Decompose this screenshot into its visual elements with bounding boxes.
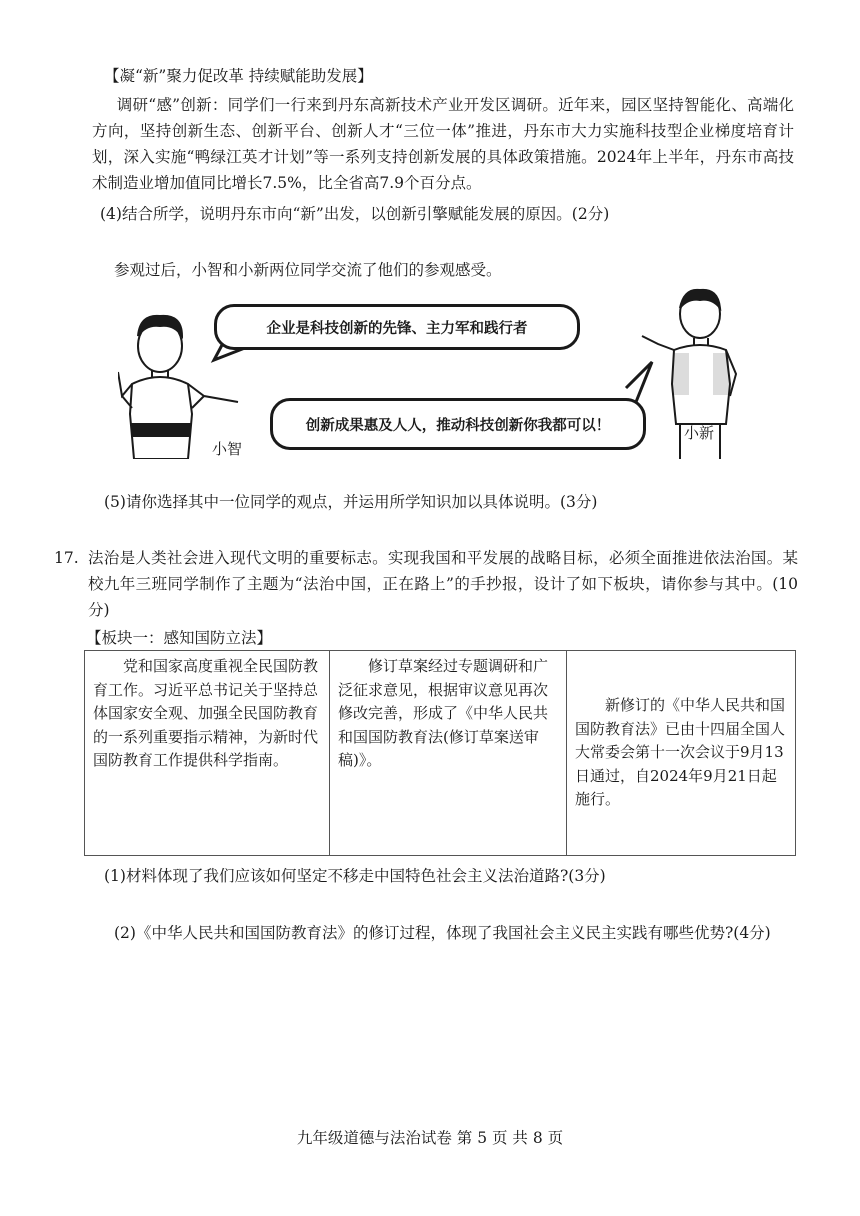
bubble-text-xiaozhi: 企业是科技创新的先锋、主力军和践行者 [266,320,528,337]
question-5: (5)请你选择其中一位同学的观点，并运用所学知识加以具体说明。(3分) [104,493,598,511]
table-cell-1 [85,651,330,856]
question-17-1: (1)材料体现了我们应该如何坚定不移走中国特色社会主义法治道路?(3分) [104,867,606,885]
section-title: 【凝“新”聚力促改革 持续赋能助发展】 [104,67,373,85]
defense-law-table [84,650,796,856]
table-cell-3 [567,651,796,856]
speech-bubble-xiaozhi [214,304,580,350]
speech-bubble-xiaoxin [270,398,646,450]
label-xiaoxin: 小新 [684,424,715,442]
table-cell-3-text: 新修订的《中华人民共和国国防教育法》已由十四届全国人大常委会第十一次会议于9月13日通过，自2024年9月21日起施行。 [575,696,786,809]
page-footer: 九年级道德与法治试卷 第 5 页 共 8 页 [296,1129,564,1147]
block-title: 【板块一：感知国防立法】 [86,629,273,647]
question-4: (4)结合所学，说明丹东市向“新”出发，以创新引擎赋能发展的原因。(2分) [100,205,610,223]
question-17-2 [114,920,814,946]
visit-intro: 参观过后，小智和小新两位同学交流了他们的参观感受。 [114,261,502,279]
label-xiaozhi: 小智 [212,440,243,458]
table-cell-2 [330,651,567,856]
table-row [85,651,796,856]
question-17-2-text: (2)《中华人民共和国国防教育法》的修订过程，体现了我国社会主义民主实践有哪些优势?(4分) [114,924,771,942]
table-cell-1-text: 党和国家高度重视全民国防教育工作。习近平总书记关于坚持总体国家安全观、加强全民国防教育的一系列重要指示精神，为新时代国防教育工作提供科学指南。 [93,657,319,769]
dialogue-illustration [118,284,748,459]
table-cell-2-text: 修订草案经过专题调研和广泛征求意见，根据审议意见再次修改完善，形成了《中华人民共和国国防教育法(修订草案送审稿)》。 [338,657,549,769]
bubble-text-xiaoxin: 创新成果惠及人人，推动科技创新你我都可以！ [305,417,611,434]
question-17-stem: 法治是人类社会进入现代文明的重要标志。实现我国和平发展的战略目标，必须全面推进依法治国。某校九年三班同学制作了主题为“法治中国，正在路上”的手抄报，设计了如下板块，请你参与其中。(10分) [88,549,798,619]
research-paragraph: 调研“感”创新：同学们一行来到丹东高新技术产业开发区调研。近年来，园区坚持智能化、高端化方向，坚持创新生态、创新平台、创新人才“三位一体”推进，丹东市大力实施科技型企业梯度培育计划，深入实施“鸭绿江英才计划”等一系列支持创新发展的具体政策措施。2024年上半年，丹东市高技术制造业增加值同比增长7.5%，比全省高7.9个百分点。 [92,96,794,192]
question-17-number: 17. [54,549,79,567]
